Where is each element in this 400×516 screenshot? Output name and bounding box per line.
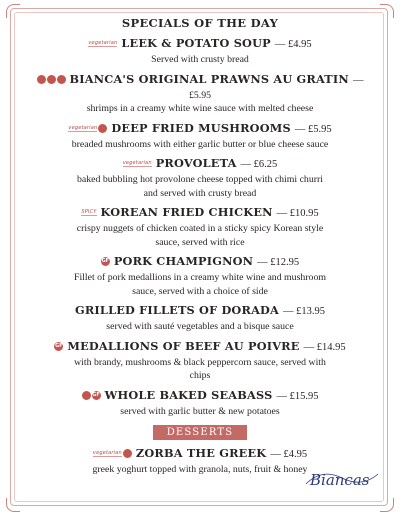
menu-item-name: WHOLE BAKED SEABASS	[104, 387, 273, 402]
menu-item-description: greek yoghurt topped with granola, nuts, fruit & honey	[92, 464, 308, 475]
dietary-tags	[101, 253, 111, 269]
menu-item-name: PORK CHAMPIGNON	[113, 254, 254, 268]
menu-content	[22, 14, 378, 481]
vegetarian-icon: vegetarian	[68, 124, 98, 131]
menu-item	[22, 155, 378, 200]
menu-item-title	[22, 71, 378, 89]
menu-item-name: DEEP FRIED MUSHROOMS	[111, 120, 291, 135]
dietary-circle-icon	[123, 449, 132, 458]
menu-item-title	[22, 120, 378, 138]
menu-item-description: baked bubbling hot provolone cheese topped with chimi churri and served with crusty bread	[77, 174, 323, 199]
menu-item-name: PROVOLETA	[155, 156, 237, 170]
gluten-free-icon: GF	[101, 258, 110, 265]
menu-item-price: — £4.95	[274, 39, 312, 50]
menu-item-title	[22, 35, 378, 53]
menu-item-price: —	[352, 74, 364, 86]
menu-item-price: — £4.95	[270, 449, 308, 460]
dietary-tags	[37, 71, 67, 87]
dietary-tags	[88, 35, 118, 51]
menu-item-price: — £13.95	[283, 306, 325, 317]
menu-item-title	[22, 302, 378, 320]
menu-item	[22, 204, 378, 249]
menu-item	[22, 253, 378, 298]
menu-item-name: LEEK & POTATO SOUP	[121, 36, 271, 50]
gluten-free-icon: GF	[55, 342, 63, 349]
dietary-tags	[81, 204, 97, 220]
dietary-circle-icon	[47, 75, 56, 84]
menu-item-description: breaded mushrooms with either garlic butter or blue cheese sauce	[71, 138, 329, 150]
menu-item-description: served with garlic butter & new potatoes	[120, 405, 280, 417]
menu-item-name: ZORBA THE GREEK	[135, 446, 267, 460]
menu-item-price: — £15.95	[276, 390, 319, 402]
menu-item-description: with brandy, mushrooms & black peppercorn sauce, served with chips	[74, 356, 326, 381]
menu-item	[22, 71, 378, 116]
dietary-circle-icon	[37, 75, 46, 84]
corner-flourish	[380, 4, 394, 18]
menu-item-price: — £6.25	[240, 159, 278, 170]
menu-item-description: served with sauté vegetables and a bisque sauce	[106, 321, 294, 332]
menu-items	[22, 35, 378, 418]
menu-item-title	[22, 253, 378, 271]
desserts-banner: DESSERTS	[153, 425, 248, 440]
dietary-circle-icon	[57, 75, 66, 84]
menu-item-description: Served with crusty bread	[151, 54, 249, 65]
menu-item-title	[22, 445, 378, 463]
corner-flourish	[380, 498, 394, 512]
menu-item-name: KOREAN FRIED CHICKEN	[100, 205, 273, 219]
menu-item-price: — £10.95	[276, 208, 319, 219]
gluten-free-icon: GF	[92, 391, 100, 398]
menu-item-price: — £12.95	[257, 257, 300, 268]
corner-flourish	[6, 498, 20, 512]
dietary-tags	[82, 387, 102, 403]
vegetarian-icon: vegetarian	[88, 40, 118, 47]
menu-item-description: £5.95 shrimps in a creamy white wine sauce with melted cheese	[86, 89, 314, 114]
dietary-circle-icon	[98, 124, 107, 133]
menu-item-title	[22, 338, 378, 356]
menu-item-name: BIANCA'S ORIGINAL PRAWNS AU GRATIN	[69, 71, 349, 86]
vegetarian-icon: vegetarian	[92, 450, 122, 457]
menu-heading: SPECIALS OF THE DAY	[121, 16, 279, 30]
menu-item	[22, 302, 378, 334]
corner-flourish	[6, 4, 20, 18]
spicy-icon: SPICY	[81, 209, 97, 216]
biancas-logo-icon	[302, 464, 382, 492]
menu-item	[22, 338, 378, 383]
dietary-circle-icon	[82, 391, 91, 400]
menu-item-name: GRILLED FILLETS OF DORADA	[75, 303, 279, 317]
dietary-tags	[123, 155, 153, 171]
svg-text:Biancas: Biancas	[310, 471, 370, 489]
menu-item	[22, 120, 378, 152]
menu-item-description: Fillet of pork medallions in a creamy white wine and mushroom sauce, served with a choice of side	[74, 272, 326, 297]
menu-item-price: — £14.95	[303, 341, 346, 353]
dietary-tags	[54, 338, 64, 354]
dietary-tags	[68, 120, 108, 136]
menu-item	[22, 387, 378, 419]
menu-item-name: MEDALLIONS OF BEEF AU POIVRE	[67, 338, 300, 353]
menu-item-price: — £5.95	[294, 123, 332, 135]
menu-item	[22, 35, 378, 67]
dietary-tags	[93, 445, 133, 461]
menu-item-title	[22, 204, 378, 222]
vegetarian-icon: vegetarian	[122, 160, 152, 167]
menu-item-description: crispy nuggets of chicken coated in a sticky spicy Korean style sauce, served with rice	[76, 223, 324, 248]
menu-item-title	[22, 155, 378, 173]
menu-item-title	[22, 387, 378, 405]
